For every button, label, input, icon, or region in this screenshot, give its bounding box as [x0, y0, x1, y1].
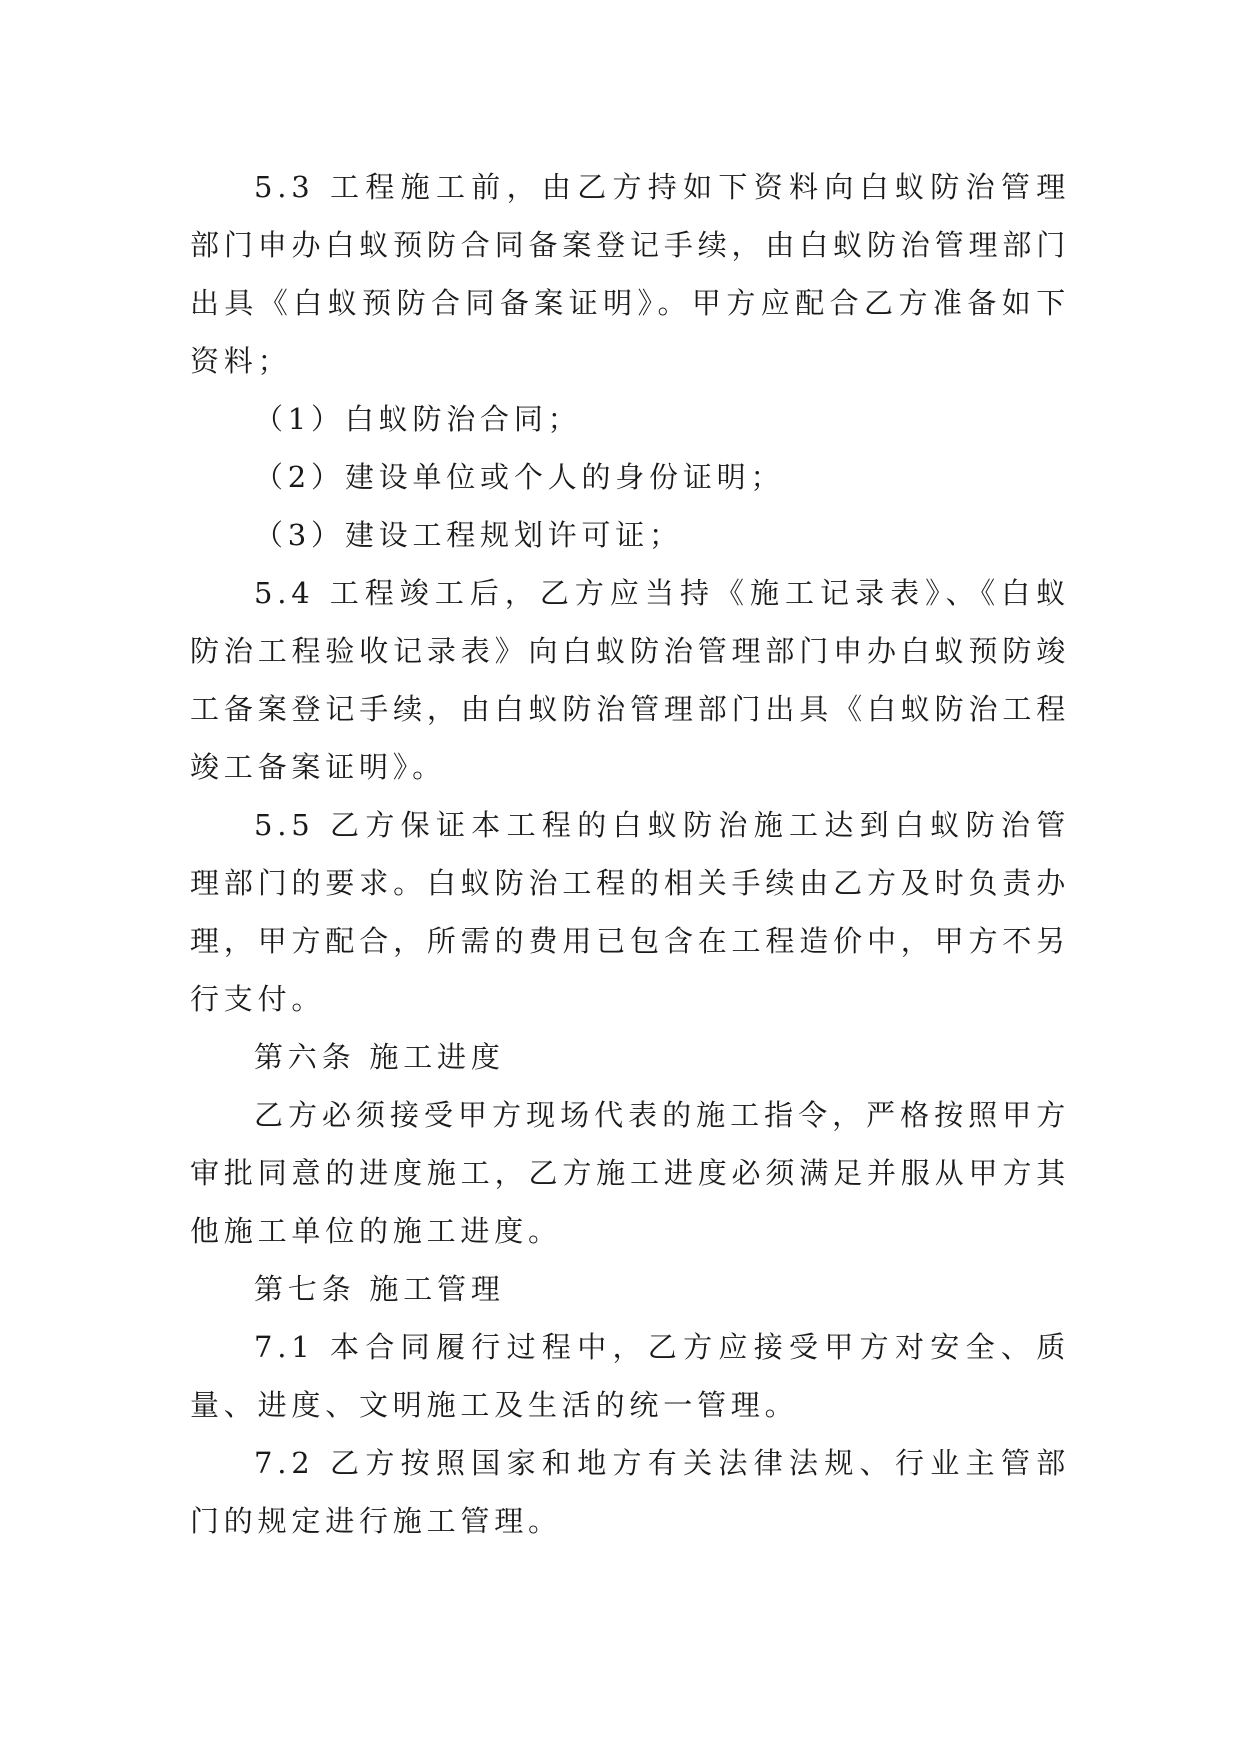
clause-5-5: 5.5 乙方保证本工程的白蚁防治施工达到白蚁防治管理部门的要求。白蚁防治工程的相关手续由乙方及时负责办理，甲方配合，所需的费用已包含在工程造价中，甲方不另行支付。: [190, 808, 1070, 1016]
article-6-heading: 第六条 施工进度: [254, 1040, 505, 1074]
clause-5-3: 5.3 工程施工前，由乙方持如下资料向白蚁防治管理部门申办白蚁预防合同备案登记手续，由白蚁防治管理部门出具《白蚁预防合同备案证明》。甲方应配合乙方准备如下资料；: [190, 170, 1070, 378]
list-item-1: （1）白蚁防治合同；: [254, 402, 582, 436]
clause-5-4: 5.4 工程竣工后，乙方应当持《施工记录表》、《白蚁防治工程验收记录表》向白蚁防治管理部门申办白蚁预防竣工备案登记手续，由白蚁防治管理部门出具《白蚁防治工程竣工备案证明》。: [190, 576, 1070, 784]
article-7-heading: 第七条 施工管理: [254, 1272, 505, 1306]
clause-7-1: 7.1 本合同履行过程中，乙方应接受甲方对安全、质量、进度、文明施工及生活的统一管理。: [190, 1330, 1070, 1422]
clause-7-2: 7.2 乙方按照国家和地方有关法律法规、行业主管部门的规定进行施工管理。: [190, 1446, 1070, 1538]
article-6-body: 乙方必须接受甲方现场代表的施工指令，严格按照甲方审批同意的进度施工，乙方施工进度必须满足并服从甲方其他施工单位的施工进度。: [190, 1098, 1070, 1248]
list-item-3: （3）建设工程规划许可证；: [254, 518, 683, 552]
list-item-2: （2）建设单位或个人的身份证明；: [254, 460, 785, 494]
document-body: [190, 158, 1070, 1550]
